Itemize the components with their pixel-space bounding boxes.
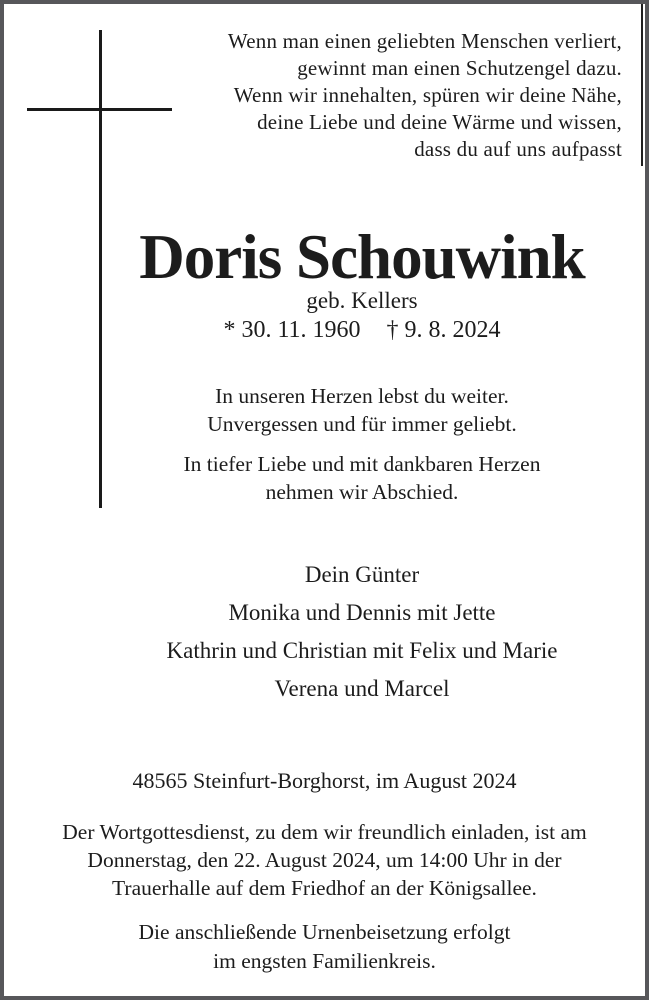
burial-line: Die anschließende Urnenbeisetzung erfolgt	[138, 920, 511, 944]
verse-line: Wenn man einen geliebten Menschen verliert,	[227, 29, 622, 53]
death-date: † 9. 8. 2024	[386, 317, 501, 343]
service-line: Der Wortgottesdienst, zu dem wir freundlich einladen, ist am	[62, 820, 587, 844]
mourner-line: Dein Günter	[304, 562, 420, 587]
mourner-line: Monika und Dennis mit Jette	[228, 600, 496, 625]
service-line: Donnerstag, den 22. August 2024, um 14:00 Uhr in der	[87, 848, 562, 872]
edge-artifact-line	[641, 4, 643, 166]
burial-line: im engsten Familienkreis.	[213, 949, 436, 973]
place-date-line: 48565 Steinfurt-Borghorst, im August 2024	[132, 768, 517, 793]
remembrance-line: Unvergessen und für immer geliebt.	[207, 412, 517, 436]
memorial-verse	[142, 28, 622, 163]
birth-date: * 30. 11. 1960	[223, 317, 361, 343]
service-line: Trauerhalle auf dem Friedhof an der Königsallee.	[112, 876, 537, 900]
verse-line: deine Liebe und deine Wärme und wissen,	[257, 110, 622, 134]
mourners-list	[75, 556, 649, 708]
verse-line: dass du auf uns aufpasst	[414, 137, 622, 161]
farewell-line: In tiefer Liebe und mit dankbaren Herzen	[183, 452, 541, 476]
remembrance-line: In unseren Herzen lebst du weiter.	[215, 384, 509, 408]
life-dates	[75, 317, 649, 344]
mourner-line: Verena und Marcel	[274, 676, 450, 701]
deceased-birth-name: geb. Kellers	[306, 288, 418, 313]
remembrance-text	[75, 382, 649, 438]
service-info	[20, 818, 629, 902]
burial-info	[20, 918, 629, 976]
deceased-name: Doris Schouwink	[139, 222, 585, 292]
farewell-text	[75, 450, 649, 506]
farewell-line: nehmen wir Abschied.	[265, 480, 459, 504]
verse-line: gewinnt man einen Schutzengel dazu.	[297, 56, 622, 80]
mourner-line: Kathrin und Christian mit Felix und Marie	[166, 638, 558, 663]
verse-line: Wenn wir innehalten, spüren wir deine Nähe,	[233, 83, 622, 107]
